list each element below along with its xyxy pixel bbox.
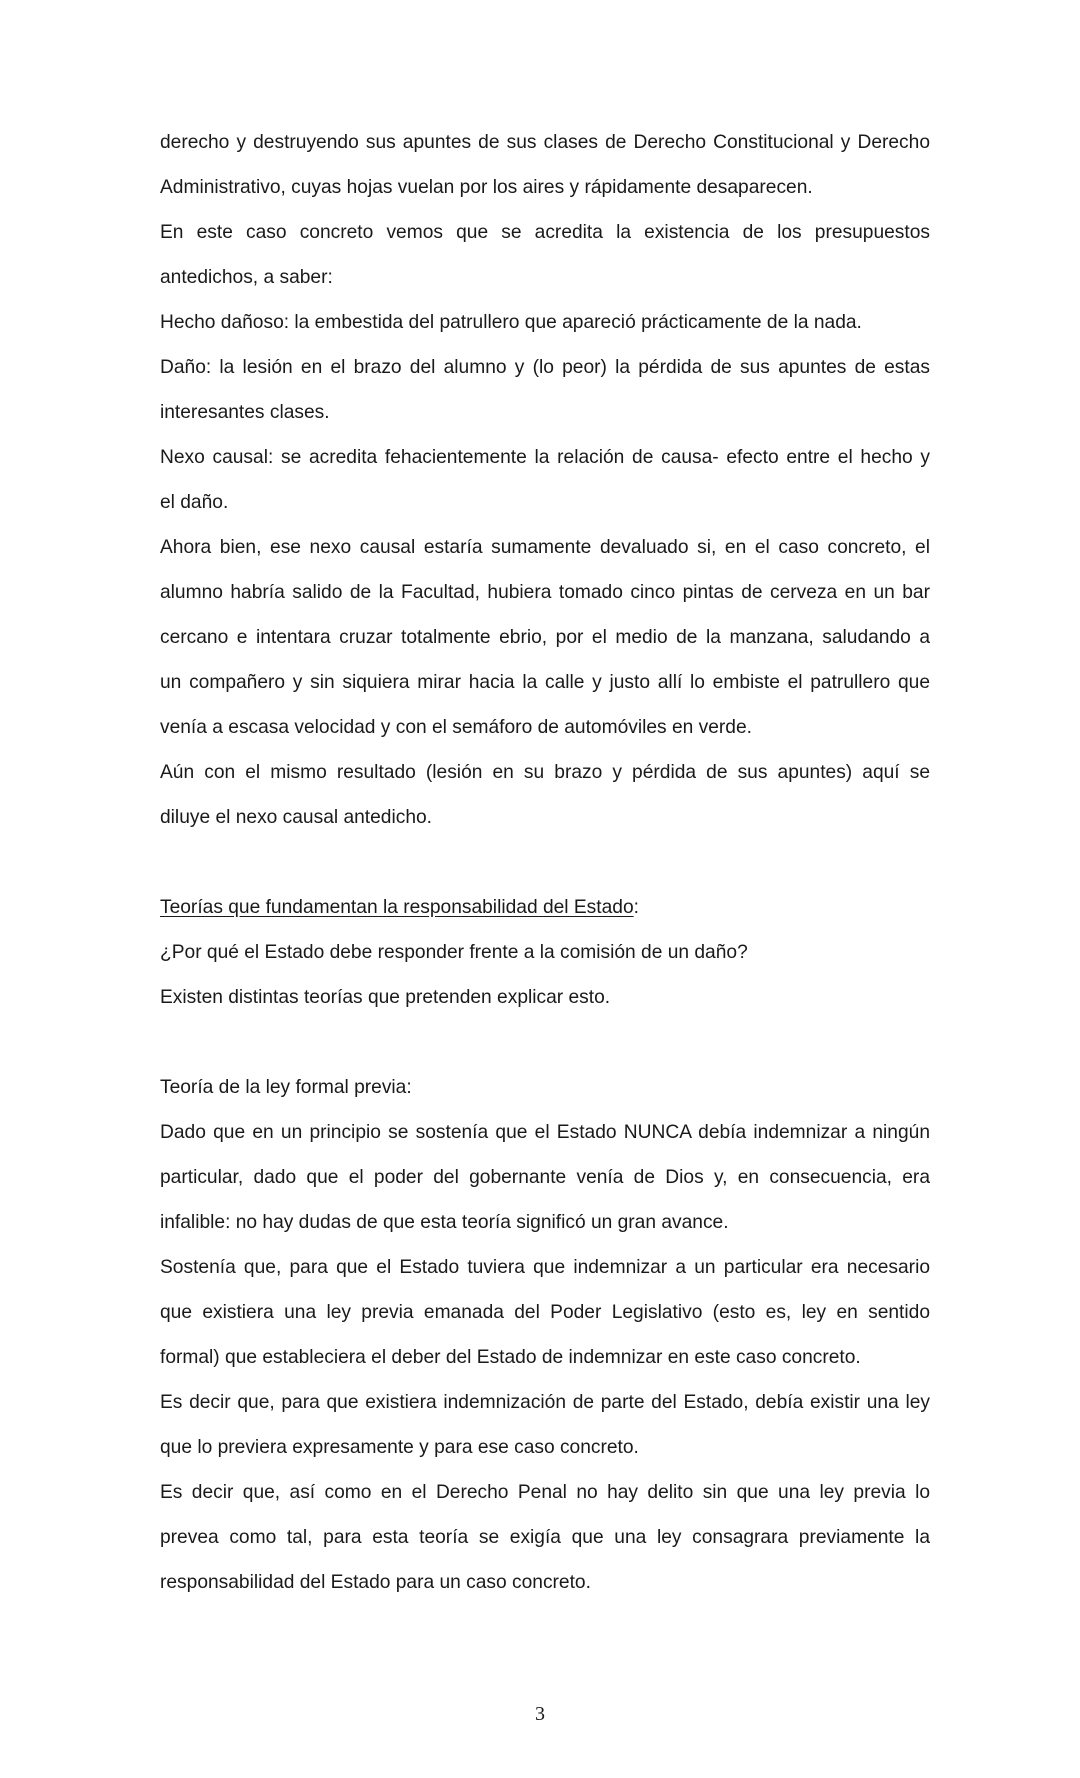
blank-line <box>160 1020 930 1065</box>
text-line: Nexo causal: se acredita fehacientemente la relación de causa- efecto entre el hecho y <box>160 447 930 468</box>
text-line: formal) que estableciera el deber del Estado de indemnizar en este caso concreto. <box>160 1347 861 1368</box>
subsection-heading: Teoría de la ley formal previa: <box>160 1077 412 1098</box>
text-line: Aún con el mismo resultado (lesión en su brazo y pérdida de sus apuntes) aquí se <box>160 762 930 783</box>
text-line: que existiera una ley previa emanada del Poder Legislativo (esto es, ley en sentido <box>160 1302 930 1323</box>
paragraph <box>160 750 930 840</box>
text-line: derecho y destruyendo sus apuntes de sus clases de Derecho Constitucional y Derecho <box>160 132 930 153</box>
text-line: prevea como tal, para esta teoría se exigía que una ley consagrara previamente la <box>160 1527 930 1548</box>
text-line: infalible: no hay dudas de que esta teoría significó un gran avance. <box>160 1212 729 1233</box>
paragraph <box>160 975 930 1020</box>
text-line: Daño: la lesión en el brazo del alumno y (lo peor) la pérdida de sus apuntes de estas <box>160 357 930 378</box>
paragraph <box>160 210 930 300</box>
text-line: Hecho dañoso: la embestida del patrullero que apareció prácticamente de la nada. <box>160 312 862 333</box>
text-line: Es decir que, para que existiera indemnización de parte del Estado, debía existir una ley <box>160 1392 930 1413</box>
text-line: el daño. <box>160 492 229 513</box>
paragraph <box>160 525 930 750</box>
text-line: un compañero y sin siquiera mirar hacia la calle y justo allí lo embiste el patrullero que <box>160 672 930 693</box>
page-number: 3 <box>535 1703 545 1725</box>
blank-line <box>160 840 930 885</box>
text-line: antedichos, a saber: <box>160 267 333 288</box>
text-line: diluye el nexo causal antedicho. <box>160 807 433 828</box>
text-line: que lo previera expresamente y para ese caso concreto. <box>160 1437 639 1458</box>
text-line: Es decir que, así como en el Derecho Penal no hay delito sin que una ley previa lo <box>160 1482 930 1503</box>
text-line: cercano e intentara cruzar totalmente ebrio, por el medio de la manzana, saludando a <box>160 627 930 648</box>
document-body <box>160 120 930 1605</box>
text-line: ¿Por qué el Estado debe responder frente a la comisión de un daño? <box>160 942 748 963</box>
paragraph <box>160 1380 930 1470</box>
paragraph <box>160 1110 930 1245</box>
text-line: interesantes clases. <box>160 402 330 423</box>
paragraph <box>160 345 930 435</box>
text-line: Sostenía que, para que el Estado tuviera que indemnizar a un particular era necesario <box>160 1257 930 1278</box>
paragraph <box>160 300 930 345</box>
text-line: particular, dado que el poder del gobernante venía de Dios y, en consecuencia, era <box>160 1167 930 1188</box>
text-line: venía a escasa velocidad y con el semáforo de automóviles en verde. <box>160 717 752 738</box>
paragraph <box>160 930 930 975</box>
text-line: alumno habría salido de la Facultad, hubiera tomado cinco pintas de cerveza en un bar <box>160 582 930 603</box>
text-line: En este caso concreto vemos que se acredita la existencia de los presupuestos <box>160 222 930 243</box>
section-heading-text: Teorías que fundamentan la responsabilidad del Estado <box>160 897 634 918</box>
text-line: Dado que en un principio se sostenía que el Estado NUNCA debía indemnizar a ningún <box>160 1122 930 1143</box>
paragraph <box>160 120 930 210</box>
text-line: Ahora bien, ese nexo causal estaría sumamente devaluado si, en el caso concreto, el <box>160 537 930 558</box>
paragraph <box>160 1470 930 1605</box>
section-heading <box>160 885 930 930</box>
section-heading-colon: : <box>633 897 639 918</box>
text-line: Administrativo, cuyas hojas vuelan por los aires y rápidamente desaparecen. <box>160 177 813 198</box>
paragraph <box>160 435 930 525</box>
paragraph <box>160 1245 930 1380</box>
text-line: responsabilidad del Estado para un caso concreto. <box>160 1572 591 1593</box>
text-line: Existen distintas teorías que pretenden explicar esto. <box>160 987 611 1008</box>
